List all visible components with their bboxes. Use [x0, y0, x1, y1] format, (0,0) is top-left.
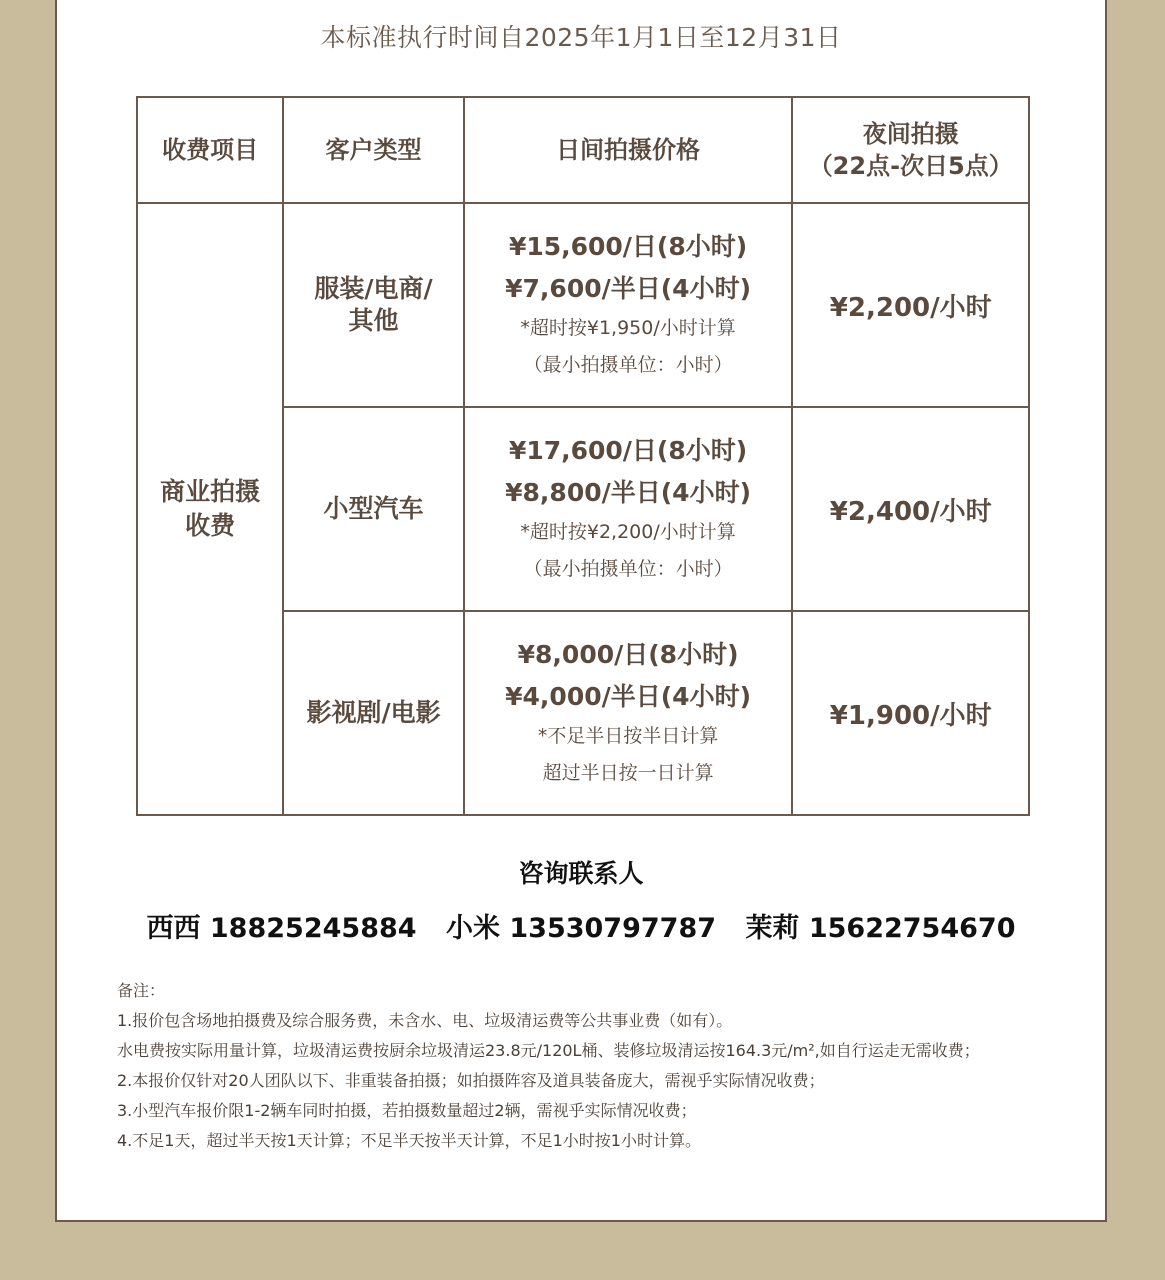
table-header-row — [137, 97, 1029, 203]
category-line: 收费 — [185, 511, 236, 540]
customer-type-line: 服装/电商/ — [314, 274, 433, 303]
notes-title: 备注： — [117, 981, 166, 1000]
day-price-note: （最小拍摄单位：小时） — [523, 354, 733, 376]
note-line: 1.报价包含场地拍摄费及综合服务费，未含水、电、垃圾清运费等公共事业费（如有）。 — [117, 1011, 733, 1030]
day-price-cell — [464, 407, 793, 611]
night-price-cell: ¥1,900/小时 — [792, 611, 1029, 815]
price-card — [55, 0, 1107, 1222]
day-price-note: *超时按¥1,950/小时计算 — [520, 317, 736, 339]
customer-type-line: 小型汽车 — [323, 494, 424, 523]
day-price-note: *超时按¥2,200/小时计算 — [520, 521, 736, 543]
customer-type-cell — [283, 203, 463, 407]
day-price-cell — [464, 203, 793, 407]
table-row — [137, 203, 1029, 407]
contact-title: 咨询联系人 — [518, 859, 644, 888]
night-price-cell: ¥2,200/小时 — [792, 203, 1029, 407]
note-line: 3.小型汽车报价限1-2辆车同时拍摄，若拍摄数量超过2辆，需视乎实际情况收费； — [117, 1101, 697, 1120]
day-price-full: ¥17,600/日(8小时) — [508, 436, 748, 465]
day-price-full: ¥8,000/日(8小时) — [517, 640, 739, 669]
note-line: 水电费按实际用量计算，垃圾清运费按厨余垃圾清运23.8元/120L桶、装修垃圾清运按164.3元/m²,如自行运走无需收费； — [117, 1041, 980, 1060]
contact-person: 茉莉 15622754670 — [745, 913, 1016, 944]
customer-type-line: 其他 — [348, 306, 399, 335]
customer-type-cell — [283, 407, 463, 611]
note-line: 4.不足1天，超过半天按1天计算；不足半天按半天计算，不足1小时按1小时计算。 — [117, 1131, 701, 1150]
period-text: 本标准执行时间自2025年1月1日至12月31日 — [320, 23, 842, 52]
contact-list — [57, 906, 1105, 945]
notes — [117, 976, 1075, 1156]
night-price-cell: ¥2,400/小时 — [792, 407, 1029, 611]
day-price-full: ¥15,600/日(8小时) — [508, 232, 748, 261]
category-line: 商业拍摄 — [160, 477, 261, 506]
header-night-price — [792, 97, 1029, 203]
category-cell — [137, 203, 283, 815]
day-price-half: ¥7,600/半日(4小时) — [505, 274, 751, 303]
header-item: 收费项目 — [137, 97, 283, 203]
header-night-title: 夜间拍摄 — [862, 120, 959, 148]
day-price-note: （最小拍摄单位：小时） — [523, 558, 733, 580]
day-price-note: *不足半日按半日计算 — [537, 725, 719, 747]
contact-person: 小米 13530797787 — [445, 913, 717, 944]
day-price-half: ¥4,000/半日(4小时) — [505, 682, 751, 711]
note-line: 2.本报价仅针对20人团队以下、非重装备拍摄；如拍摄阵容及道具装备庞大，需视乎实际情况收费； — [117, 1071, 825, 1090]
header-night-hours: （22点-次日5点） — [808, 152, 1013, 180]
header-customer-type: 客户类型 — [283, 97, 463, 203]
day-price-cell — [464, 611, 793, 815]
day-price-half: ¥8,800/半日(4小时) — [505, 478, 751, 507]
day-price-note: 超过半日按一日计算 — [542, 762, 714, 784]
customer-type-line: 影视剧/电影 — [306, 698, 441, 727]
contact-person: 西西 18825245884 — [146, 913, 417, 944]
header-day-price: 日间拍摄价格 — [464, 97, 793, 203]
price-table — [136, 96, 1030, 816]
customer-type-cell — [283, 611, 463, 815]
